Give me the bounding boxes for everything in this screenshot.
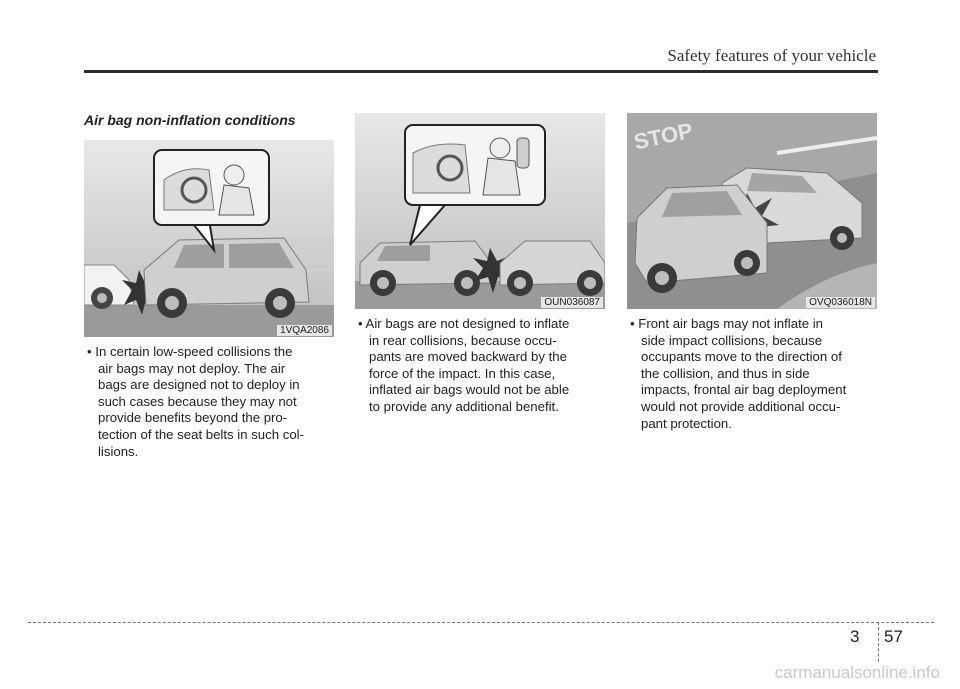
figure-rear-collision bbox=[355, 113, 605, 309]
text-line: impacts, frontal air bag deployment bbox=[641, 382, 847, 398]
text-line: • Air bags are not designed to inflate bbox=[358, 316, 570, 331]
rear-collision-illustration bbox=[355, 113, 605, 309]
text-line: air bags may not deploy. The air bbox=[98, 360, 286, 376]
text-line: to provide any additional benefit. bbox=[369, 398, 559, 414]
bullet-side-impact bbox=[630, 316, 880, 432]
text-line: • Front air bags may not inflate in bbox=[630, 316, 823, 331]
section-title: Air bag non-inflation conditions bbox=[84, 112, 296, 128]
text-line: side impact collisions, because bbox=[641, 332, 823, 348]
figure-code-label: 1VQA2086 bbox=[277, 325, 332, 336]
header-rule bbox=[84, 70, 878, 73]
text-line: inflated air bags would not be able bbox=[369, 382, 570, 398]
figure-code-label: OVQ036018N bbox=[806, 297, 875, 308]
text-line: tection of the seat belts in such col- bbox=[98, 426, 304, 442]
text-line: pants are moved backward by the bbox=[369, 349, 567, 365]
page-divider bbox=[878, 622, 879, 662]
side-impact-illustration bbox=[627, 113, 877, 309]
footer-rule bbox=[28, 622, 934, 623]
text-line: • In certain low-speed collisions the bbox=[87, 344, 293, 359]
bullet-low-speed bbox=[87, 344, 337, 460]
road-stop-marking: STOP bbox=[631, 117, 695, 155]
low-speed-collision-illustration bbox=[84, 140, 334, 337]
text-line: would not provide additional occu- bbox=[641, 398, 841, 414]
chapter-number: 3 bbox=[850, 627, 860, 646]
text-line: lisions. bbox=[98, 443, 139, 459]
text-line: force of the impact. In this case, bbox=[369, 365, 556, 381]
text-line: occupants move to the direction of bbox=[641, 349, 842, 365]
text-line: the collision, and thus in side bbox=[641, 365, 810, 381]
figure-code-label: OUN036087 bbox=[541, 297, 603, 308]
bullet-rear-collision bbox=[358, 316, 608, 416]
text-line: provide benefits beyond the pro- bbox=[98, 410, 288, 426]
page-number: 57 bbox=[884, 627, 903, 646]
figure-side-impact bbox=[627, 113, 877, 309]
figure-low-speed-collision bbox=[84, 140, 334, 337]
text-line: such cases because they may not bbox=[98, 393, 297, 409]
text-line: in rear collisions, because occu- bbox=[369, 332, 557, 348]
watermark-text: carmanualsonline.info bbox=[774, 663, 940, 682]
page-header-title: Safety features of your vehicle bbox=[667, 46, 876, 65]
text-line: pant protection. bbox=[641, 415, 732, 431]
text-line: bags are designed not to deploy in bbox=[98, 377, 300, 393]
